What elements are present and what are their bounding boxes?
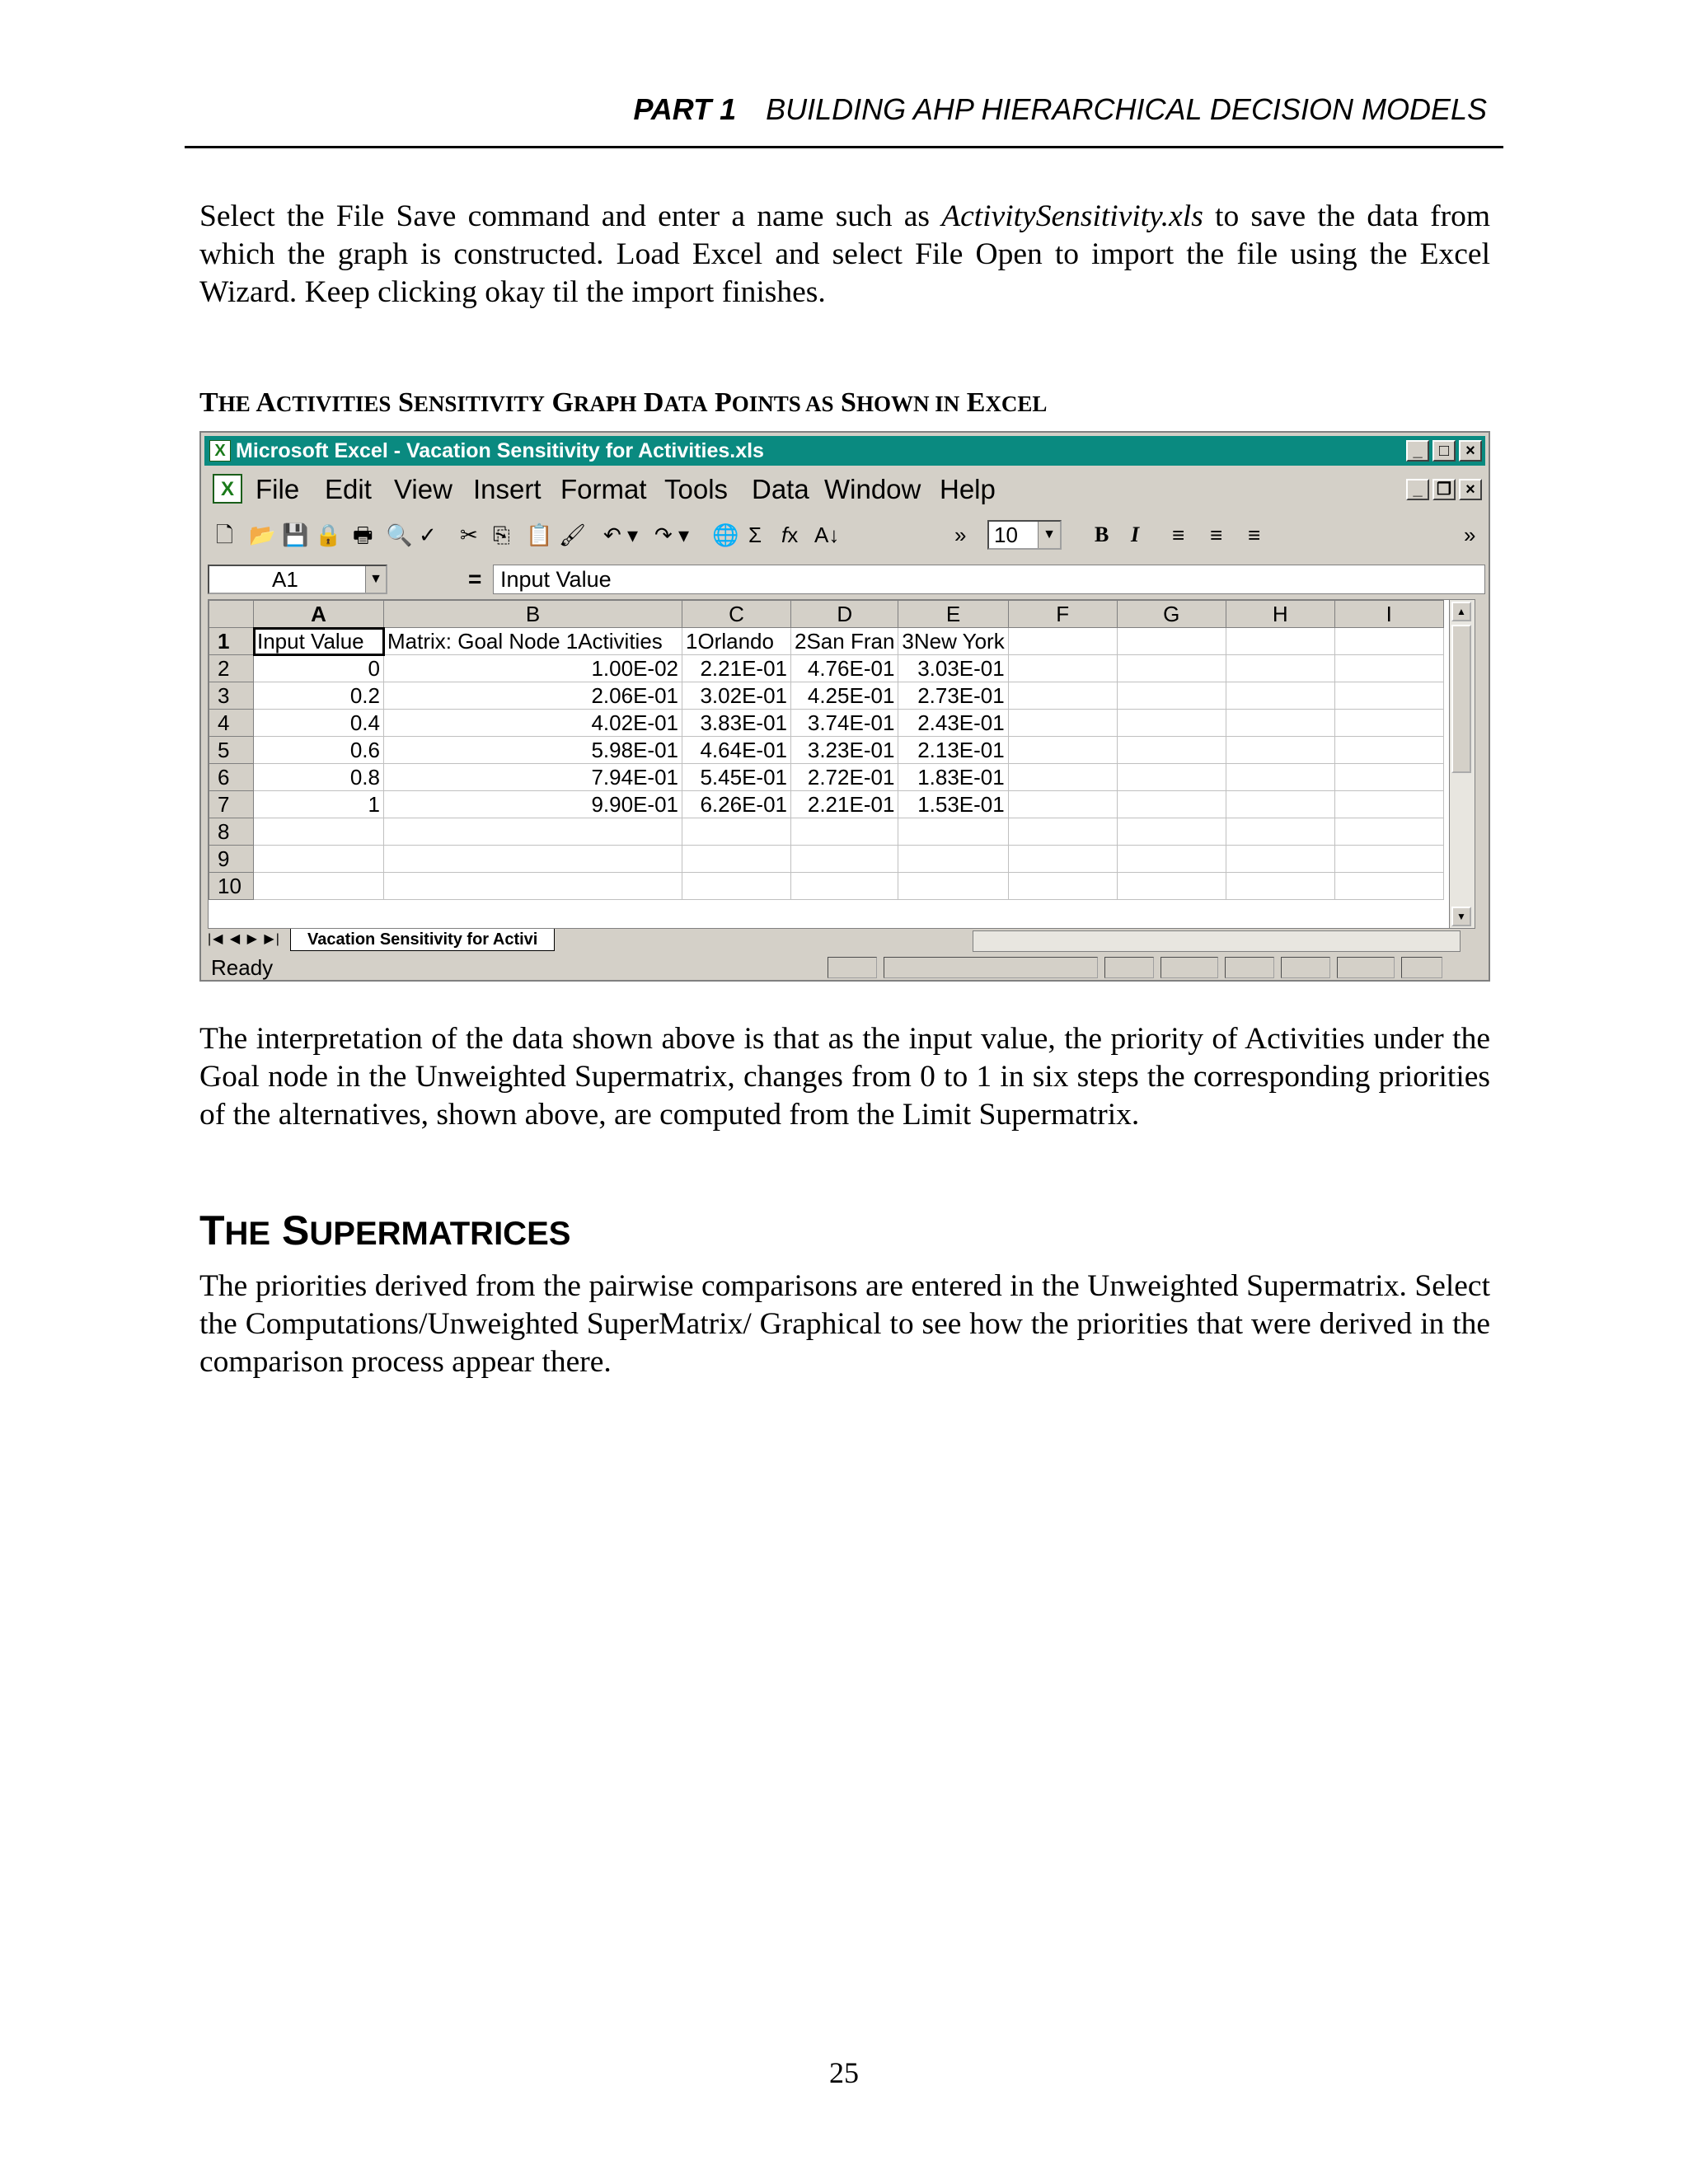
table-cell[interactable] xyxy=(384,846,682,873)
table-cell[interactable] xyxy=(1226,846,1334,873)
table-cell[interactable] xyxy=(1008,818,1117,846)
formula-bar xyxy=(204,565,1485,594)
table-cell[interactable]: 3New York xyxy=(898,628,1008,655)
column-header[interactable]: H xyxy=(1226,601,1334,628)
status-panel xyxy=(1281,957,1330,978)
table-cell[interactable] xyxy=(1008,628,1117,655)
table-cell[interactable] xyxy=(1226,764,1334,791)
table-cell[interactable]: Input Value xyxy=(254,628,384,655)
table-cell[interactable] xyxy=(682,873,791,900)
sort-ascending-icon[interactable]: A↓ xyxy=(814,523,840,547)
table-cell[interactable] xyxy=(1008,710,1117,737)
toolbar-overflow-icon[interactable]: » xyxy=(954,523,967,547)
table-row xyxy=(209,737,1444,764)
table-cell[interactable] xyxy=(1226,791,1334,818)
table-cell[interactable] xyxy=(898,873,1008,900)
table-cell[interactable] xyxy=(682,846,791,873)
table-cell[interactable] xyxy=(1334,764,1443,791)
table-cell[interactable] xyxy=(791,846,898,873)
table-cell[interactable] xyxy=(384,818,682,846)
chapter-title: BUILDING AHP HIERARCHICAL DECISION MODELS xyxy=(766,92,1487,126)
table-cell[interactable] xyxy=(1117,682,1226,710)
table-cell[interactable] xyxy=(1334,791,1443,818)
copy-icon[interactable]: ⎘ xyxy=(493,523,510,547)
toolbar-more-icon[interactable]: » xyxy=(1464,523,1476,547)
table-cell[interactable] xyxy=(1334,873,1443,900)
table-cell[interactable] xyxy=(1117,818,1226,846)
horizontal-scrollbar[interactable] xyxy=(973,930,1461,952)
save-icon[interactable]: 💾 xyxy=(282,523,309,547)
table-cell[interactable] xyxy=(254,846,384,873)
table-cell[interactable] xyxy=(1334,846,1443,873)
format-painter-icon[interactable]: 🖌 xyxy=(559,523,587,547)
intro-paragraph xyxy=(199,198,1490,312)
table-cell[interactable] xyxy=(898,818,1008,846)
font-size-dropdown-icon[interactable]: ▼ xyxy=(1038,522,1060,548)
table-cell[interactable]: 2.73E-01 xyxy=(898,682,1008,710)
row-header[interactable]: 3 xyxy=(209,682,254,710)
align-left-icon[interactable]: ≡ xyxy=(1172,523,1185,547)
row-header[interactable]: 5 xyxy=(209,737,254,764)
maximize-button[interactable]: □ xyxy=(1432,440,1456,462)
name-box-dropdown-icon[interactable]: ▼ xyxy=(365,566,386,593)
print-icon[interactable]: 🖶 xyxy=(353,523,373,547)
row-header[interactable]: 2 xyxy=(209,655,254,682)
table-cell[interactable] xyxy=(1334,655,1443,682)
table-cell[interactable] xyxy=(1008,655,1117,682)
menu-file[interactable]: File xyxy=(256,474,300,504)
column-header[interactable]: F xyxy=(1008,601,1117,628)
scroll-up-icon[interactable]: ▲ xyxy=(1451,602,1471,621)
page-header xyxy=(185,92,1503,127)
table-cell[interactable]: 3.03E-01 xyxy=(898,655,1008,682)
page-number: 25 xyxy=(829,2056,859,2089)
autosum-icon[interactable]: Σ xyxy=(748,523,762,547)
close-button[interactable]: × xyxy=(1459,440,1482,462)
table-cell[interactable] xyxy=(1334,682,1443,710)
align-right-icon[interactable]: ≡ xyxy=(1248,523,1261,547)
status-panel xyxy=(884,957,1098,978)
menu-tools[interactable]: Tools xyxy=(664,474,729,504)
row-header[interactable]: 10 xyxy=(209,873,254,900)
table-cell[interactable]: 0 xyxy=(254,655,384,682)
table-cell[interactable] xyxy=(1226,682,1334,710)
status-panel xyxy=(1160,957,1218,978)
select-all-corner[interactable] xyxy=(209,601,254,628)
table-cell[interactable]: 4.25E-01 xyxy=(791,682,898,710)
table-cell[interactable] xyxy=(1226,628,1334,655)
bold-icon[interactable]: B xyxy=(1095,523,1109,546)
scroll-thumb[interactable] xyxy=(1451,625,1471,773)
menu-format[interactable]: Format xyxy=(560,474,647,504)
table-cell[interactable]: 4.02E-01 xyxy=(384,710,682,737)
permission-icon[interactable]: 🔒 xyxy=(315,523,342,547)
row-header[interactable]: 7 xyxy=(209,791,254,818)
table-cell[interactable] xyxy=(1226,710,1334,737)
table-cell[interactable]: 3.74E-01 xyxy=(791,710,898,737)
table-cell[interactable]: 1 xyxy=(254,791,384,818)
table-row xyxy=(209,846,1444,873)
table-row xyxy=(209,710,1444,737)
table-cell[interactable] xyxy=(1334,628,1443,655)
row-header[interactable]: 1 xyxy=(209,628,254,655)
equals-icon[interactable]: = xyxy=(468,566,482,592)
table-cell[interactable] xyxy=(1117,873,1226,900)
sheet-tab-bar xyxy=(208,929,1474,952)
table-cell[interactable] xyxy=(1334,818,1443,846)
column-header-row xyxy=(209,601,1444,628)
section-body: The priorities derived from the pairwise comparisons are entered in the Unweighted Supermatrix. Select the Computations/Unweighted SuperMatrix/ Graphical to see how the priorities that were derived in the comparison process appear there. xyxy=(199,1269,1490,1379)
redo-icon[interactable]: ↷ ▾ xyxy=(654,523,690,547)
workbook-icon[interactable]: X xyxy=(213,474,242,504)
paste-icon[interactable]: 📋 xyxy=(526,523,553,547)
open-icon[interactable]: 📂 xyxy=(249,523,276,547)
spreadsheet-grid xyxy=(208,599,1475,929)
formula-input[interactable]: Input Value xyxy=(493,565,1485,594)
table-cell[interactable] xyxy=(1117,846,1226,873)
excel-app-icon: X xyxy=(209,440,231,462)
status-bar xyxy=(208,955,1474,980)
table-cell[interactable] xyxy=(1008,791,1117,818)
part-label: PART 1 xyxy=(633,92,737,126)
font-size-select[interactable] xyxy=(987,520,1062,550)
menu-insert[interactable]: Insert xyxy=(473,474,542,504)
column-header[interactable]: I xyxy=(1334,601,1443,628)
standard-toolbar xyxy=(204,515,1485,555)
table-cell[interactable]: 1Orlando xyxy=(682,628,791,655)
table-cell[interactable]: 2.43E-01 xyxy=(898,710,1008,737)
sheet-tab[interactable]: Vacation Sensitivity for Activi xyxy=(290,929,555,951)
table-cell[interactable] xyxy=(1008,682,1117,710)
table-cell[interactable] xyxy=(1008,846,1117,873)
menu-help[interactable]: Help xyxy=(940,474,996,504)
section-heading: THE SUPERMATRICES xyxy=(199,1207,571,1254)
status-panel xyxy=(1225,957,1274,978)
table-cell[interactable]: 9.90E-01 xyxy=(384,791,682,818)
interpretation-paragraph: The interpretation of the data shown above is that as the input value, the priority of Activities under the Goal node in the Unweighted Supermatrix, changes from 0 to 1 in six steps the corresponding priorities of the alternatives, shown above, are computed from the Limit Supermatrix. xyxy=(199,1022,1490,1132)
table-cell[interactable]: 1.00E-02 xyxy=(384,655,682,682)
table-row xyxy=(209,818,1444,846)
vertical-scrollbar[interactable] xyxy=(1449,600,1475,928)
column-header[interactable]: D xyxy=(791,601,898,628)
minimize-button[interactable]: _ xyxy=(1406,440,1429,462)
table-cell[interactable] xyxy=(254,873,384,900)
window-title: Microsoft Excel - Vacation Sensitivity for Activities.xls xyxy=(236,439,764,462)
table-cell[interactable]: 1.83E-01 xyxy=(898,764,1008,791)
table-cell[interactable] xyxy=(1334,710,1443,737)
table-cell[interactable]: 0.4 xyxy=(254,710,384,737)
status-text: Ready xyxy=(211,955,274,980)
row-header[interactable]: 9 xyxy=(209,846,254,873)
table-cell[interactable] xyxy=(791,873,898,900)
row-header[interactable]: 4 xyxy=(209,710,254,737)
table-row xyxy=(209,682,1444,710)
table-row xyxy=(209,628,1444,655)
doc-restore-button[interactable]: ❐ xyxy=(1432,479,1456,500)
table-cell[interactable]: 4.76E-01 xyxy=(791,655,898,682)
column-header[interactable]: G xyxy=(1117,601,1226,628)
table-cell[interactable]: 3.02E-01 xyxy=(682,682,791,710)
table-cell[interactable]: 3.23E-01 xyxy=(791,737,898,764)
menu-bar xyxy=(204,469,1485,510)
table-cell[interactable] xyxy=(1117,710,1226,737)
menu-view[interactable]: View xyxy=(394,474,452,504)
column-header[interactable]: B xyxy=(384,601,682,628)
table-cell[interactable]: 7.94E-01 xyxy=(384,764,682,791)
new-icon[interactable]: 🗋 xyxy=(216,523,233,547)
figure-caption: THE ACTIVITIES SENSITIVITY GRAPH DATA POINTS AS SHOWN IN EXCEL xyxy=(199,387,1048,418)
status-panel xyxy=(1104,957,1154,978)
name-box[interactable] xyxy=(208,565,387,594)
intro-text-end: to save the data from which the graph is constructed. Load Excel and select File Open to import the file using the Excel Wizard. Keep clicking okay til the import finishes. xyxy=(199,199,1490,309)
table-cell[interactable] xyxy=(1226,737,1334,764)
scroll-down-icon[interactable]: ▼ xyxy=(1451,907,1471,926)
table-cell[interactable] xyxy=(682,818,791,846)
table-cell[interactable]: 2San Fran xyxy=(791,628,898,655)
align-center-icon[interactable]: ≡ xyxy=(1210,523,1223,547)
table-cell[interactable] xyxy=(1117,628,1226,655)
sheet-nav-icons[interactable]: |◀ ◀ ▶ ▶| xyxy=(208,932,281,946)
table-cell[interactable] xyxy=(1226,818,1334,846)
table-cell[interactable] xyxy=(1117,764,1226,791)
doc-close-button[interactable]: × xyxy=(1459,479,1482,500)
doc-minimize-button[interactable]: _ xyxy=(1406,479,1429,500)
status-panel xyxy=(1337,957,1395,978)
table-cell[interactable]: 2.21E-01 xyxy=(682,655,791,682)
table-cell[interactable] xyxy=(1334,737,1443,764)
table-cell[interactable]: 6.26E-01 xyxy=(682,791,791,818)
excel-titlebar xyxy=(204,436,1485,466)
table-cell[interactable]: 0.6 xyxy=(254,737,384,764)
table-cell[interactable]: 5.45E-01 xyxy=(682,764,791,791)
table-cell[interactable]: Matrix: Goal Node 1Activities xyxy=(384,628,682,655)
intro-filename: ActivitySensitivity.xls xyxy=(941,199,1203,233)
table-cell[interactable]: 2.06E-01 xyxy=(384,682,682,710)
table-cell[interactable] xyxy=(1226,655,1334,682)
status-panel xyxy=(1401,957,1442,978)
menu-window[interactable]: Window xyxy=(824,474,921,504)
table-cell[interactable]: 3.83E-01 xyxy=(682,710,791,737)
column-header[interactable]: E xyxy=(898,601,1008,628)
table-row xyxy=(209,873,1444,900)
column-header[interactable]: C xyxy=(682,601,791,628)
table-cell[interactable] xyxy=(384,873,682,900)
print-preview-icon[interactable]: 🔍 xyxy=(386,523,413,547)
table-cell[interactable]: 2.72E-01 xyxy=(791,764,898,791)
table-cell[interactable]: 0.8 xyxy=(254,764,384,791)
table-cell[interactable]: 2.13E-01 xyxy=(898,737,1008,764)
font-size-value: 10 xyxy=(994,523,1018,547)
table-cell[interactable] xyxy=(1117,791,1226,818)
status-panel xyxy=(828,957,877,978)
table-cell[interactable]: 4.64E-01 xyxy=(682,737,791,764)
sheet-table xyxy=(209,600,1444,900)
table-cell[interactable] xyxy=(254,818,384,846)
table-cell[interactable] xyxy=(1117,737,1226,764)
header-rule xyxy=(185,146,1503,148)
table-cell[interactable]: 0.2 xyxy=(254,682,384,710)
web-icon[interactable]: 🌐 xyxy=(712,523,739,547)
row-header[interactable]: 6 xyxy=(209,764,254,791)
spelling-icon[interactable]: ✓ xyxy=(419,523,437,547)
excel-window xyxy=(199,431,1490,982)
table-cell[interactable] xyxy=(1226,873,1334,900)
table-row xyxy=(209,655,1444,682)
table-cell[interactable]: 1.53E-01 xyxy=(898,791,1008,818)
column-header[interactable]: A xyxy=(254,601,384,628)
table-cell[interactable] xyxy=(791,818,898,846)
name-box-value: A1 xyxy=(272,567,298,592)
table-cell[interactable]: 5.98E-01 xyxy=(384,737,682,764)
menu-data[interactable]: Data xyxy=(752,474,809,504)
table-cell[interactable] xyxy=(898,846,1008,873)
row-header[interactable]: 8 xyxy=(209,818,254,846)
table-cell[interactable] xyxy=(1117,655,1226,682)
table-cell[interactable]: 2.21E-01 xyxy=(791,791,898,818)
table-cell[interactable] xyxy=(1008,873,1117,900)
cut-icon[interactable]: ✂ xyxy=(460,523,478,547)
table-cell[interactable] xyxy=(1008,764,1117,791)
table-row xyxy=(209,791,1444,818)
table-cell[interactable] xyxy=(1008,737,1117,764)
function-icon[interactable]: fx xyxy=(781,523,799,547)
intro-text-start: Select the File Save command and enter a name such as xyxy=(199,199,942,233)
table-row xyxy=(209,764,1444,791)
menu-edit[interactable]: Edit xyxy=(325,474,372,504)
undo-icon[interactable]: ↶ ▾ xyxy=(603,523,639,547)
italic-icon[interactable]: I xyxy=(1131,523,1140,546)
